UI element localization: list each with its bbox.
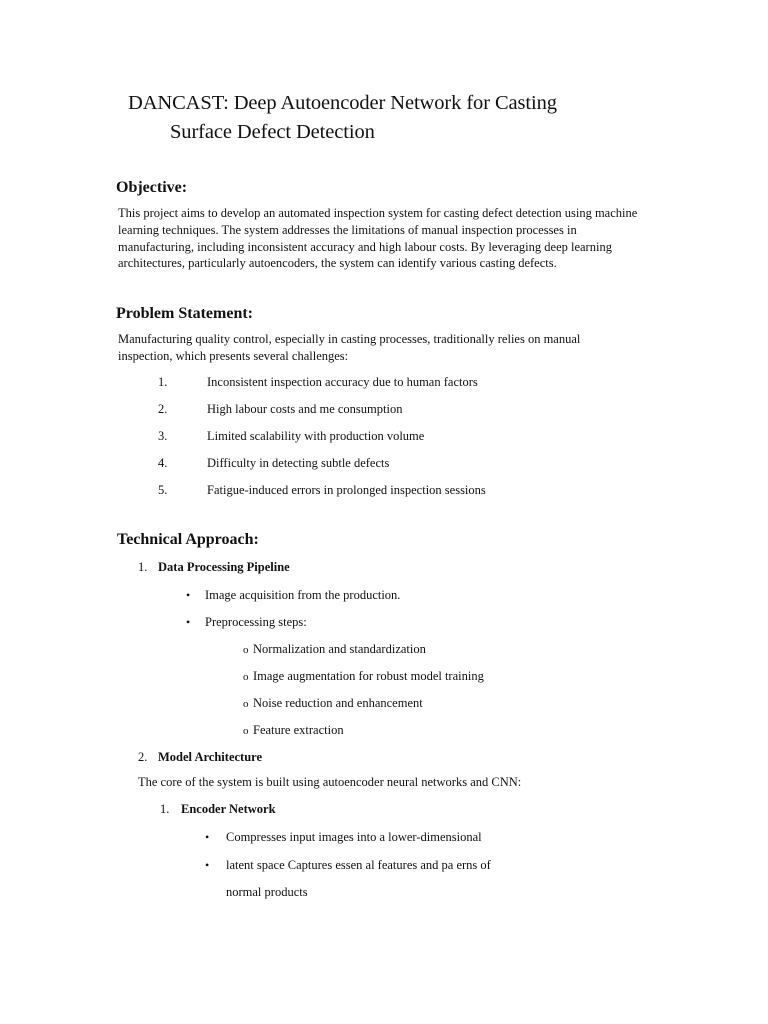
technical-approach-heading: Technical Approach: <box>117 531 259 548</box>
problem-item-number: 4. <box>158 456 168 470</box>
bullet-continuation-text: normal products <box>226 885 308 899</box>
sub-item-marker: o <box>243 671 249 683</box>
sub-item-marker: o <box>243 698 249 710</box>
sub-item-text: Image augmentation for robust model training <box>253 669 484 683</box>
sub-item-text: Normalization and standardization <box>253 642 426 656</box>
problem-item-number: 2. <box>158 402 168 416</box>
subsection-label-encoder-network: Encoder Network <box>181 802 276 816</box>
problem-item-number: 1. <box>158 375 168 389</box>
problem-item-text: Difficulty in detecting subtle defects <box>207 456 390 470</box>
objective-paragraph: This project aims to develop an automated inspection system for casting defect detection using machine learning techniques. The system addresses the limitations of manual inspection processes in manufacturing, including inconsistent accuracy and high labour costs. By leveraging deep learning architectures, particularly autoencoders, the system can identify various casting defects. <box>118 206 638 271</box>
bullet-marker: • <box>186 588 191 602</box>
model-architecture-intro: The core of the system is built using autoencoder neural networks and CNN: <box>138 775 522 789</box>
bullet-marker: • <box>205 858 210 872</box>
sub-item-marker: o <box>243 644 249 656</box>
section-number: 2. <box>138 750 148 764</box>
bullet-marker: • <box>186 615 191 629</box>
bullet-item-text: Compresses input images into a lower-dimensional <box>226 830 482 844</box>
problem-statement-intro: Manufacturing quality control, especially in casting processes, traditionally relies on manual inspection, which presents several challenges: <box>118 332 581 363</box>
subsection-number: 1. <box>160 802 170 816</box>
problem-item-text: Fatigue-induced errors in prolonged inspection sessions <box>207 483 486 497</box>
bullet-item-text: Preprocessing steps: <box>205 615 307 629</box>
sub-item-text: Noise reduction and enhancement <box>253 696 423 710</box>
problem-item-number: 5. <box>158 483 168 497</box>
problem-item-text: Limited scalability with production volume <box>207 429 425 443</box>
document-title-line-2: Surface Defect Detection <box>170 121 375 143</box>
problem-item-text: High labour costs and me consumption <box>207 402 403 416</box>
problem-statement-heading: Problem Statement: <box>116 305 253 322</box>
sub-item-marker: o <box>243 725 249 737</box>
section-number: 1. <box>138 560 148 574</box>
section-label-data-processing: Data Processing Pipeline <box>158 560 290 574</box>
bullet-item-text: Image acquisition from the production. <box>205 588 401 602</box>
document-title-line-1: DANCAST: Deep Autoencoder Network for Casting <box>128 92 557 114</box>
bullet-item-text: latent space Captures essen al features and pa erns of <box>226 858 491 872</box>
section-label-model-architecture: Model Architecture <box>158 750 263 764</box>
problem-item-text: Inconsistent inspection accuracy due to human factors <box>207 375 478 389</box>
problem-item-number: 3. <box>158 429 168 443</box>
sub-item-text: Feature extraction <box>253 723 344 737</box>
objective-heading: Objective: <box>116 179 188 196</box>
bullet-marker: • <box>205 830 210 844</box>
